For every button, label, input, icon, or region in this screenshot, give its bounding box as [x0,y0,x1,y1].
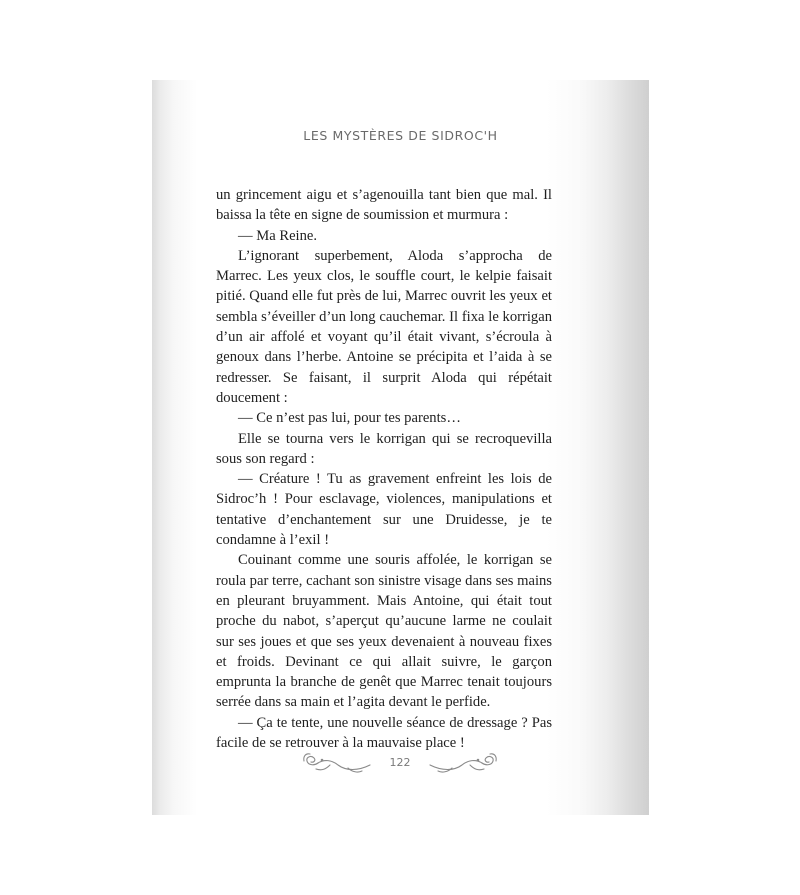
flourish-right-icon [428,749,500,777]
paragraph: un grincement aigu et s’agenouilla tant bien que mal. Il baissa la tête en signe de soumission et murmura : [216,187,552,224]
page-number: 122 [389,756,411,769]
flourish-left-icon [300,749,372,777]
paragraph: Elle se tourna vers le korrigan qui se recroquevilla sous son regard : [216,430,552,467]
paragraph: — Ça te tente, une nouvelle séance de dressage ? Pas facile de se retrouver à la mauvaise place ! [216,714,552,752]
running-head: LES MYSTÈRES DE SIDROC'H [303,128,498,143]
paragraph: Couinant comme une souris affolée, le korrigan se roula par terre, cachant son sinistre visage dans ses mains en pleurant bruyamment. Mais Antoine, qui était tout proche du nabot, s’aperçut qu’aucune larme ne coulait sur ses joues et que ses yeux devenaient à nouveau fixes et froids. Devinant ce qui allait suivre, le garçon emprunta la branche de genêt que Marrec tenait toujours serrée dans sa main et l’agita devant le perfide. [216,552,552,711]
body-text [216,185,552,753]
paragraph: — Ce n’est pas lui, pour tes parents… [238,410,461,427]
paragraph: L’ignorant superbement, Aloda s’approcha de Marrec. Les yeux clos, le souffle court, le kelpie faisait pitié. Quand elle fut près de lui, Marrec ouvrit les yeux et sembla s’éveiller d’un long cauchemar. Il fixa le korrigan d’un air affolé et voyant qu’il était vivant, s’écroula à genoux dans l’herbe. Antoine se précipita et l’aida à se redresser. Se faisant, il surprit Aloda qui répétait doucement : [216,247,552,406]
paragraph: — Créature ! Tu as gravement enfreint les lois de Sidroc’h ! Pour esclavage, violences, manipulations et tentative d’enchantement sur une Druidesse, je te condamne à l’exil ! [216,471,552,549]
paragraph: — Ma Reine. [238,227,318,244]
page-folio [300,749,500,777]
book-page [152,80,649,815]
